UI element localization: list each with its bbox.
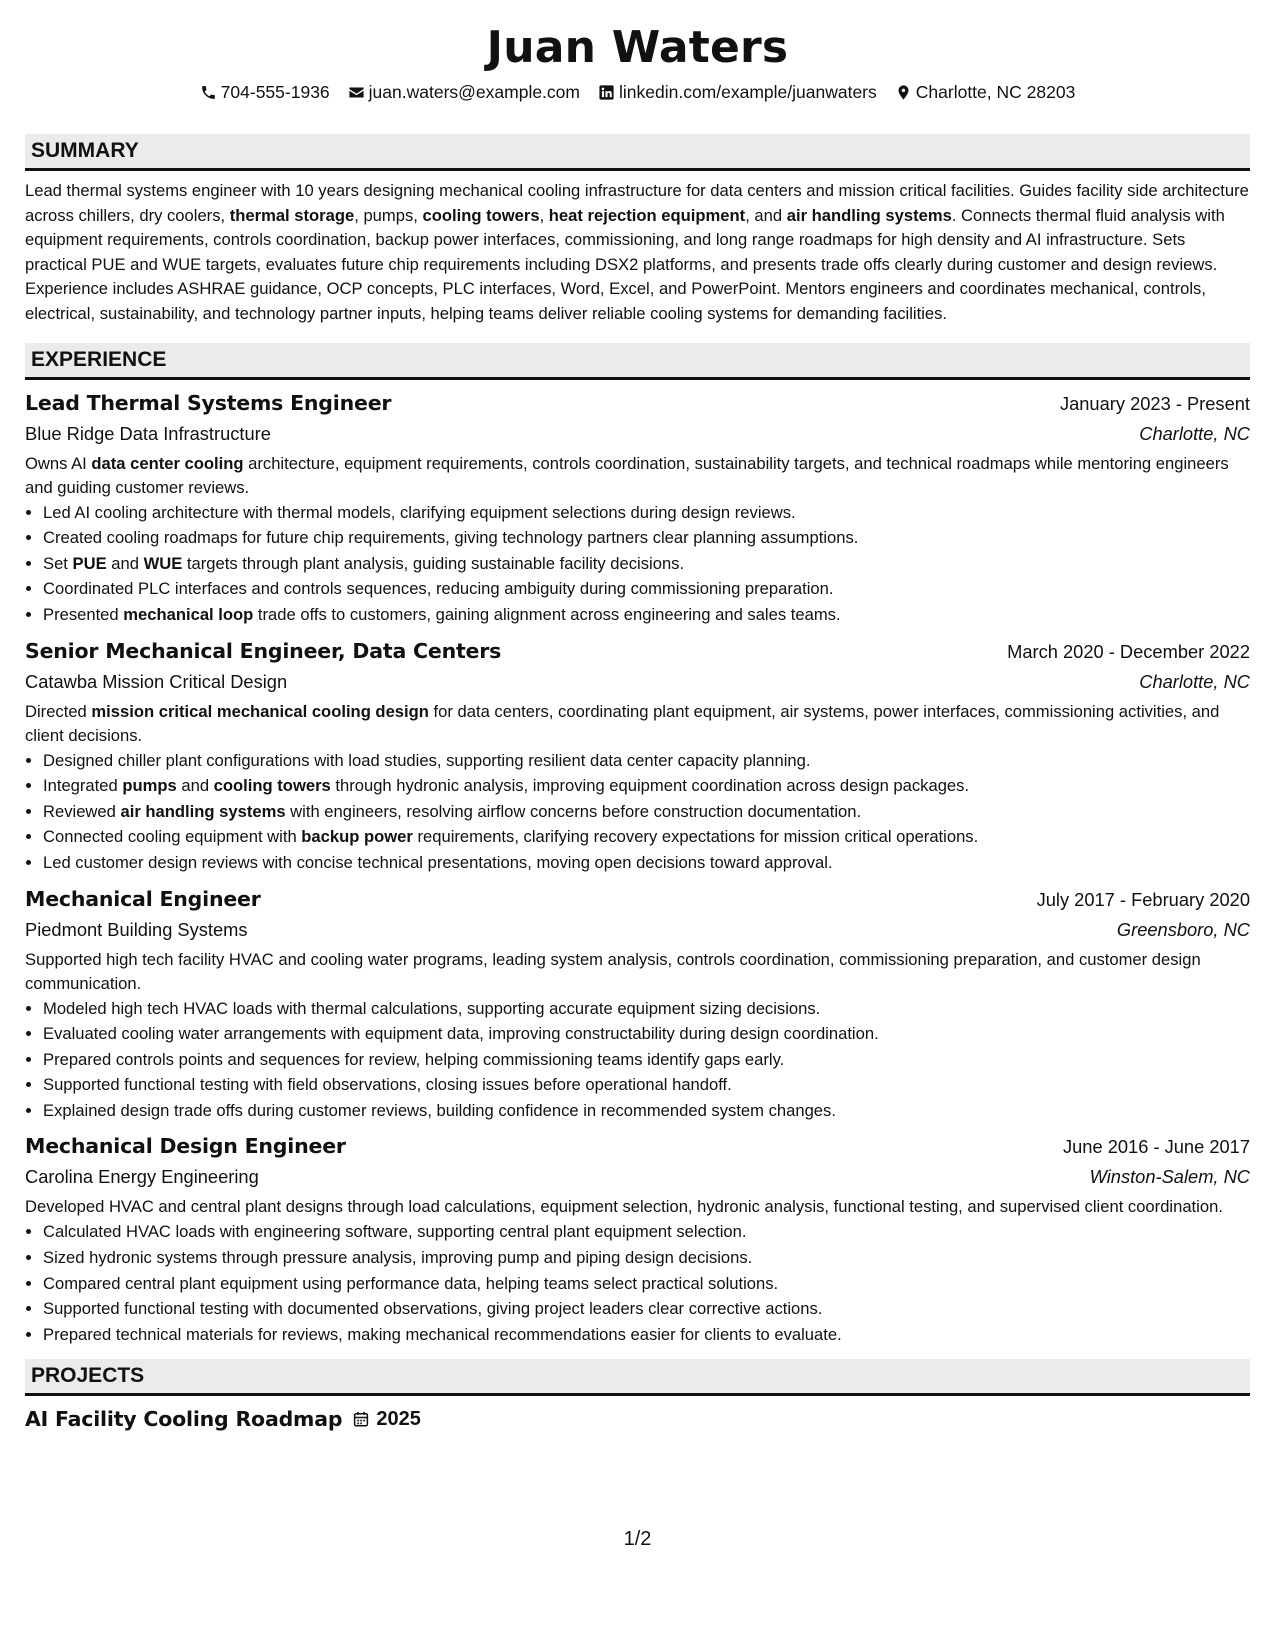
text-segment: Calculated HVAC loads with engineering software, supporting central plant equipment selection.	[43, 1222, 747, 1242]
text-segment: Sized hydronic systems through pressure analysis, improving pump and piping design decisions.	[43, 1248, 753, 1268]
bold-keyword: PUE	[72, 553, 107, 573]
bold-keyword: mechanical loop	[123, 604, 254, 624]
job-company-row	[25, 667, 1250, 697]
contact-phone	[200, 80, 330, 104]
page-number: 1/2	[623, 1528, 652, 1550]
job-description	[25, 452, 1250, 500]
text-segment: through hydronic analysis, improving equipment coordination across design packages.	[330, 776, 970, 796]
text-segment: , pumps,	[354, 205, 423, 225]
candidate-name: Juan Waters	[486, 22, 789, 73]
job-company: Catawba Mission Critical Design	[25, 670, 288, 692]
text-segment: requirements, clarifying recovery expectations for mission critical operations.	[412, 827, 979, 847]
text-segment: Connected cooling equipment with	[43, 827, 302, 847]
experience-entry	[25, 1131, 1250, 1347]
text-segment: and	[176, 776, 214, 796]
bold-keyword: thermal storage	[229, 205, 355, 225]
project-date	[352, 1408, 421, 1431]
email-icon	[348, 84, 365, 101]
text-segment: Designed chiller plant configurations with load studies, supporting resilient data center capacity planning.	[43, 750, 811, 770]
job-header-row	[25, 636, 1250, 667]
calendar-icon	[352, 1410, 370, 1428]
bold-keyword: backup power	[301, 827, 413, 847]
bold-keyword: pumps	[122, 776, 177, 796]
bold-keyword: air handling systems	[120, 801, 286, 821]
text-segment: Owns AI	[25, 453, 92, 473]
text-segment: trade offs to customers, gaining alignment across engineering and sales teams.	[253, 604, 841, 624]
job-bullet	[43, 1072, 1250, 1098]
job-description	[25, 1195, 1250, 1219]
text-segment: Explained design trade offs during customer reviews, building confidence in recommended system changes.	[43, 1100, 836, 1120]
job-bullet	[43, 1271, 1250, 1297]
job-dates: July 2017 - February 2020	[1036, 888, 1250, 910]
bold-keyword: mission critical mechanical cooling design	[91, 701, 429, 721]
text-segment: Integrated	[43, 776, 123, 796]
project-item	[25, 1404, 1250, 1434]
text-segment: Compared central plant equipment using performance data, helping teams select practical solutions.	[43, 1273, 779, 1293]
job-bullet	[43, 1245, 1250, 1271]
job-bullet	[43, 773, 1250, 799]
summary-text	[25, 179, 1250, 327]
project-year: 2025	[376, 1407, 421, 1430]
job-bullet	[43, 576, 1250, 602]
text-segment: Lead thermal systems engineer with 10 years designing mechanical cooling infrastructure for data centers and mission critical facilities. Guides facility side architecture across chillers, dry coolers,	[25, 181, 1249, 225]
job-bullet	[43, 748, 1250, 774]
job-company-row	[25, 915, 1250, 945]
text-segment: Set	[43, 553, 73, 573]
bold-keyword: cooling towers	[422, 205, 540, 225]
text-segment: and	[106, 553, 144, 573]
job-title: Mechanical Engineer	[25, 886, 261, 911]
experience-entry	[25, 388, 1250, 628]
resume-page	[25, 0, 1250, 1650]
text-segment: with engineers, resolving airflow concerns before construction documentation.	[285, 801, 862, 821]
job-description	[25, 948, 1250, 996]
location-pin-icon	[895, 84, 912, 101]
job-company: Carolina Energy Engineering	[25, 1166, 259, 1188]
section-header-experience: EXPERIENCE	[25, 343, 1250, 380]
job-location: Charlotte, NC	[1139, 422, 1250, 444]
job-bullet	[43, 1322, 1250, 1348]
bold-keyword: cooling towers	[213, 776, 331, 796]
bold-keyword: WUE	[143, 553, 183, 573]
job-bullet	[43, 551, 1250, 577]
contact-bar	[25, 80, 1250, 104]
text-segment: Presented	[43, 604, 124, 624]
text-segment: Modeled high tech HVAC loads with thermal calculations, supporting accurate equipment sizing decisions.	[43, 998, 821, 1018]
text-segment: Supported functional testing with field observations, closing issues before operational handoff.	[43, 1075, 732, 1095]
contact-linkedin-text[interactable]: linkedin.com/example/juanwaters	[618, 82, 877, 102]
bold-keyword: data center cooling	[91, 453, 244, 473]
job-bullet	[43, 1047, 1250, 1073]
project-title: AI Facility Cooling Roadmap	[25, 1407, 343, 1432]
text-segment: Prepared technical materials for reviews, making mechanical recommendations easier for clients to evaluate.	[43, 1324, 842, 1344]
text-segment: Evaluated cooling water arrangements with equipment data, improving constructability during design coordination.	[43, 1024, 879, 1044]
job-dates: June 2016 - June 2017	[1062, 1136, 1250, 1158]
job-header-row	[25, 884, 1250, 915]
text-segment: . Connects thermal fluid analysis with equipment requirements, controls coordination, backup power interfaces, commissioning, and long range roadmaps for high density and AI infrastructure. Sets practical PUE and WUE targets, evaluates future chip requirements including DSX2 platforms, and presents trade offs clearly during customer and design reviews. Experience includes ASHRAE guidance, OCP concepts, PLC interfaces, Word, Excel, and PowerPoint. Mentors engineers and coordinates mechanical, controls, electrical, sustainability, and technology partner inputs, helping teams deliver reliable cooling systems for demanding facilities.	[25, 205, 1225, 323]
job-bullet	[43, 799, 1250, 825]
phone-icon	[200, 84, 217, 101]
job-bullet	[43, 824, 1250, 850]
contact-location	[895, 80, 1076, 104]
job-location: Winston-Salem, NC	[1089, 1166, 1250, 1188]
contact-linkedin	[598, 80, 877, 104]
job-bullet	[43, 500, 1250, 526]
text-segment: ,	[539, 205, 549, 225]
experience-list	[25, 388, 1250, 1348]
job-location: Greensboro, NC	[1116, 918, 1250, 940]
experience-entry	[25, 884, 1250, 1124]
job-header-row	[25, 388, 1250, 419]
job-dates: March 2020 - December 2022	[1007, 640, 1250, 662]
job-title: Mechanical Design Engineer	[25, 1134, 346, 1159]
job-bullet-list	[25, 1219, 1250, 1347]
contact-email-text[interactable]: juan.waters@example.com	[368, 82, 580, 102]
job-company-row	[25, 1162, 1250, 1192]
text-segment: Led AI cooling architecture with thermal models, clarifying equipment selections during design reviews.	[43, 502, 796, 522]
text-segment: Supported functional testing with documented observations, giving project leaders clear corrective actions.	[43, 1299, 823, 1319]
text-segment: , and	[745, 205, 787, 225]
text-segment: targets through plant analysis, guiding sustainable facility decisions.	[182, 553, 685, 573]
job-description	[25, 700, 1250, 748]
job-bullet	[43, 525, 1250, 551]
experience-entry	[25, 636, 1250, 876]
text-segment: Prepared controls points and sequences for review, helping commissioning teams identify gaps early.	[43, 1049, 785, 1069]
job-bullet	[43, 996, 1250, 1022]
job-bullet	[43, 1021, 1250, 1047]
text-segment: architecture, equipment requirements, controls coordination, sustainability targets, and technical roadmaps while mentoring engineers and guiding customer reviews.	[25, 453, 1229, 497]
job-company: Piedmont Building Systems	[25, 918, 248, 940]
text-segment: Reviewed	[43, 801, 121, 821]
text-segment: for data centers, coordinating plant equipment, air systems, power interfaces, commissioning activities, and client decisions.	[25, 701, 1220, 745]
contact-location-text: Charlotte, NC 28203	[915, 82, 1076, 102]
job-location: Charlotte, NC	[1139, 670, 1250, 692]
job-company: Blue Ridge Data Infrastructure	[25, 422, 271, 444]
text-segment: Developed HVAC and central plant designs through load calculations, equipment selection, hydronic analysis, functional testing, and supervised client coordination.	[25, 1197, 1223, 1217]
contact-email	[348, 80, 580, 104]
text-segment: Coordinated PLC interfaces and controls sequences, reducing ambiguity during commissioning preparation.	[43, 579, 834, 599]
job-header-row	[25, 1131, 1250, 1162]
text-segment: Supported high tech facility HVAC and cooling water programs, leading system analysis, controls coordination, commissioning preparation, and customer design communication.	[25, 949, 1201, 993]
job-bullet	[43, 1296, 1250, 1322]
text-segment: Led customer design reviews with concise technical presentations, moving open decisions toward approval.	[43, 852, 833, 872]
job-bullet	[43, 602, 1250, 628]
job-company-row	[25, 419, 1250, 449]
text-segment: Created cooling roadmaps for future chip requirements, giving technology partners clear planning assumptions.	[43, 528, 859, 548]
bold-keyword: air handling systems	[786, 205, 952, 225]
job-bullet	[43, 850, 1250, 876]
bold-keyword: heat rejection equipment	[548, 205, 746, 225]
contact-phone-text[interactable]: 704-555-1936	[220, 82, 330, 102]
job-bullet	[43, 1219, 1250, 1245]
section-header-projects: PROJECTS	[25, 1359, 1250, 1396]
job-title: Lead Thermal Systems Engineer	[25, 390, 392, 415]
job-dates: January 2023 - Present	[1059, 392, 1250, 414]
job-bullet-list	[25, 996, 1250, 1124]
job-bullet-list	[25, 748, 1250, 876]
job-bullet	[43, 1098, 1250, 1124]
job-title: Senior Mechanical Engineer, Data Centers	[25, 638, 502, 663]
job-bullet-list	[25, 500, 1250, 628]
text-segment: Directed	[25, 701, 92, 721]
linkedin-icon	[598, 84, 615, 101]
section-header-summary: SUMMARY	[25, 134, 1250, 171]
